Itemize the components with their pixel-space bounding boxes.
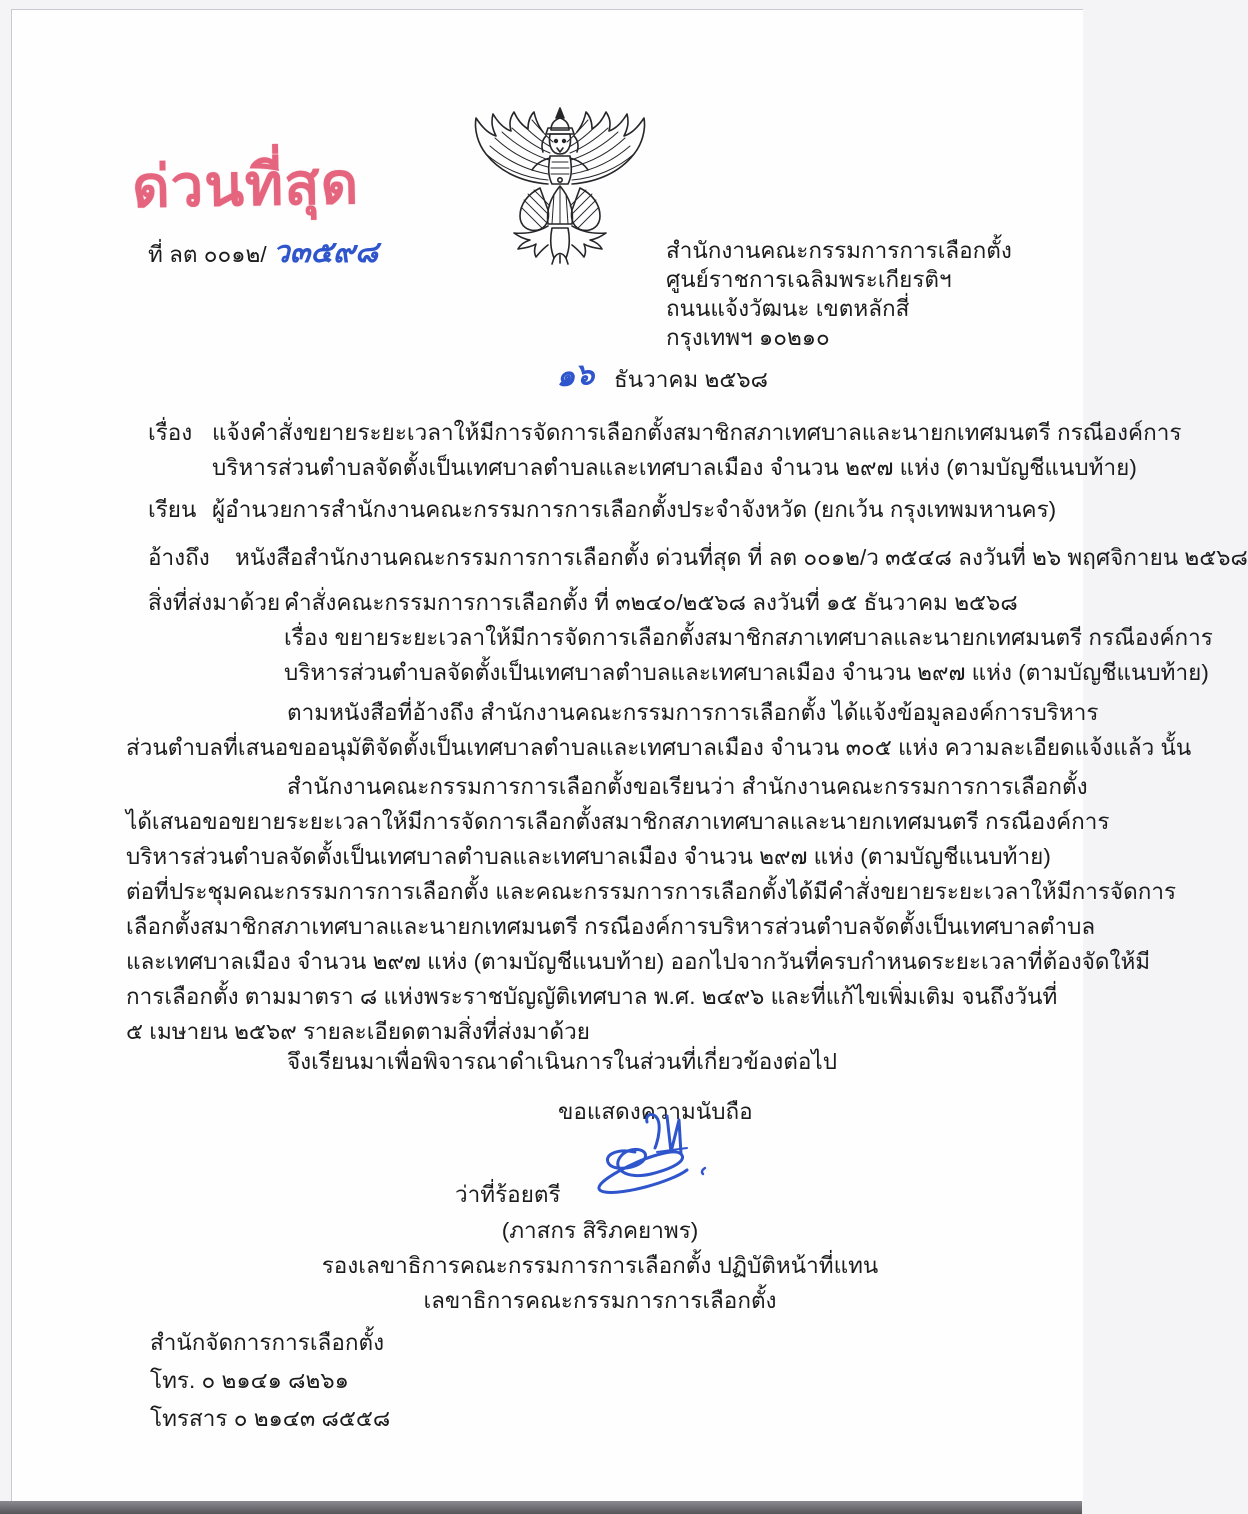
body-paragraph2-line: และเทศบาลเมือง จำนวน ๒๙๗ แห่ง (ตามบัญชีแนบท้าย) ออกไปจากวันที่ครบกำหนดระยะเวลาที่ต้องจัดให้มี [126, 949, 1151, 974]
reference-label: อ้างถึง [148, 545, 210, 570]
signature-ink [575, 1112, 735, 1217]
to-label: เรียน [148, 497, 197, 522]
agency-address-line: ศูนย์ราชการเฉลิมพระเกียรติฯ [666, 267, 952, 292]
reference-text: หนังสือสำนักงานคณะกรรมการการเลือกตั้ง ด่วนที่สุด ที่ ลต ๐๐๑๒/ว ๓๕๔๘ ลงวันที่ ๒๖ พฤศจิกายน ๒๕๖๘ [235, 545, 1248, 570]
body-paragraph2-line: สำนักงานคณะกรรมการการเลือกตั้งขอเรียนว่า สำนักงานคณะกรรมการการเลือกตั้ง [287, 774, 1088, 799]
signer-rank: ว่าที่ร้อยตรี [455, 1182, 561, 1207]
body-paragraph1-line: ตามหนังสือที่อ้างถึง สำนักงานคณะกรรมการการเลือกตั้ง ได้แจ้งข้อมูลองค์การบริหาร [287, 700, 1099, 725]
body-paragraph2-line: ๕ เมษายน ๒๕๖๙ รายละเอียดตามสิ่งที่ส่งมาด้วย [126, 1019, 590, 1044]
signer-position-line: เลขาธิการคณะกรรมการการเลือกตั้ง [423, 1288, 777, 1313]
ref-number-label: ที่ ลต ๐๐๑๒/ [148, 242, 267, 267]
agency-address-line: กรุงเทพฯ ๑๐๒๑๐ [666, 325, 830, 350]
date-month-year: ธันวาคม ๒๕๖๘ [614, 367, 769, 392]
body-paragraph2-line: การเลือกตั้ง ตามมาตรา ๘ แห่งพระราชบัญญัติเทศบาล พ.ศ. ๒๔๙๖ และที่แก้ไขเพิ่มเติม จนถึงวันที่ [126, 984, 1058, 1009]
signer-name: (ภาสกร สิริภคยาพร) [501, 1218, 699, 1243]
body-paragraph2-line: บริหารส่วนตำบลจัดตั้งเป็นเทศบาลตำบลและเทศบาลเมือง จำนวน ๒๙๗ แห่ง (ตามบัญชีแนบท้าย) [126, 844, 1051, 869]
body-paragraph2-line: ต่อที่ประชุมคณะกรรมการการเลือกตั้ง และคณะกรรมการการเลือกตั้งได้มีคำสั่งขยายระยะเวลาให้มีการจัดการ [126, 879, 1177, 904]
urgency-stamp: ด่วนที่สุด [131, 151, 360, 220]
attachment-label: สิ่งที่ส่งมาด้วย [148, 590, 281, 615]
footer-phone: โทร. ๐ ๒๑๔๑ ๘๒๖๑ [150, 1368, 349, 1393]
body-paragraph2-line: ได้เสนอขอขยายระยะเวลาให้มีการจัดการเลือกตั้งสมาชิกสภาเทศบาลและนายกเทศมนตรี กรณีองค์การ [126, 809, 1110, 834]
body-paragraph1-line: ส่วนตำบลที่เสนอขออนุมัติจัดตั้งเป็นเทศบาลตำบลและเทศบาลเมือง จำนวน ๓๐๕ แห่ง ความละเอียดแจ้งแล้ว นั้น [126, 735, 1192, 760]
attachment-line: คำสั่งคณะกรรมการการเลือกตั้ง ที่ ๓๒๔๐/๒๕๖๘ ลงวันที่ ๑๕ ธันวาคม ๒๕๖๘ [284, 590, 1018, 615]
attachment-line: เรื่อง ขยายระยะเวลาให้มีการจัดการเลือกตั้งสมาชิกสภาเทศบาลและนายกเทศมนตรี กรณีองค์การ [284, 625, 1213, 650]
scan-edge [0, 1501, 1082, 1514]
agency-address-line: ถนนแจ้งวัฒนะ เขตหลักสี่ [666, 296, 910, 321]
agency-name: สำนักงานคณะกรรมการการเลือกตั้ง [666, 238, 1012, 263]
body-paragraph2-line: เลือกตั้งสมาชิกสภาเทศบาลและนายกเทศมนตรี กรณีองค์การบริหารส่วนตำบลจัดตั้งเป็นเทศบาลตำบล [126, 914, 1096, 939]
subject-label: เรื่อง [148, 420, 193, 445]
agency-address-block [666, 236, 1012, 352]
date-day-handwritten: ๑๖ [554, 357, 596, 394]
closing-sentence: จึงเรียนมาเพื่อพิจารณาดำเนินการในส่วนที่เกี่ยวข้องต่อไป [287, 1049, 837, 1074]
footer-fax: โทรสาร ๐ ๒๑๔๓ ๘๕๕๘ [150, 1406, 391, 1431]
to-text: ผู้อำนวยการสำนักงานคณะกรรมการการเลือกตั้งประจำจังหวัด (ยกเว้น กรุงเทพมหานคร) [212, 497, 1057, 522]
ref-number-handwritten: ว๓๕๙๘ [272, 236, 379, 269]
footer-department: สำนักจัดการการเลือกตั้ง [150, 1330, 385, 1355]
attachment-line: บริหารส่วนตำบลจัดตั้งเป็นเทศบาลตำบลและเทศบาลเมือง จำนวน ๒๙๗ แห่ง (ตามบัญชีแนบท้าย) [284, 660, 1209, 685]
garuda-emblem [462, 106, 658, 271]
subject-line: บริหารส่วนตำบลจัดตั้งเป็นเทศบาลตำบลและเทศบาลเมือง จำนวน ๒๙๗ แห่ง (ตามบัญชีแนบท้าย) [212, 455, 1137, 480]
signer-position-line: รองเลขาธิการคณะกรรมการการเลือกตั้ง ปฏิบัติหน้าที่แทน [321, 1253, 879, 1278]
subject-line: แจ้งคำสั่งขยายระยะเวลาให้มีการจัดการเลือกตั้งสมาชิกสภาเทศบาลและนายกเทศมนตรี กรณีองค์การ [212, 420, 1182, 445]
salutation: ขอแสดงความนับถือ [558, 1099, 753, 1124]
